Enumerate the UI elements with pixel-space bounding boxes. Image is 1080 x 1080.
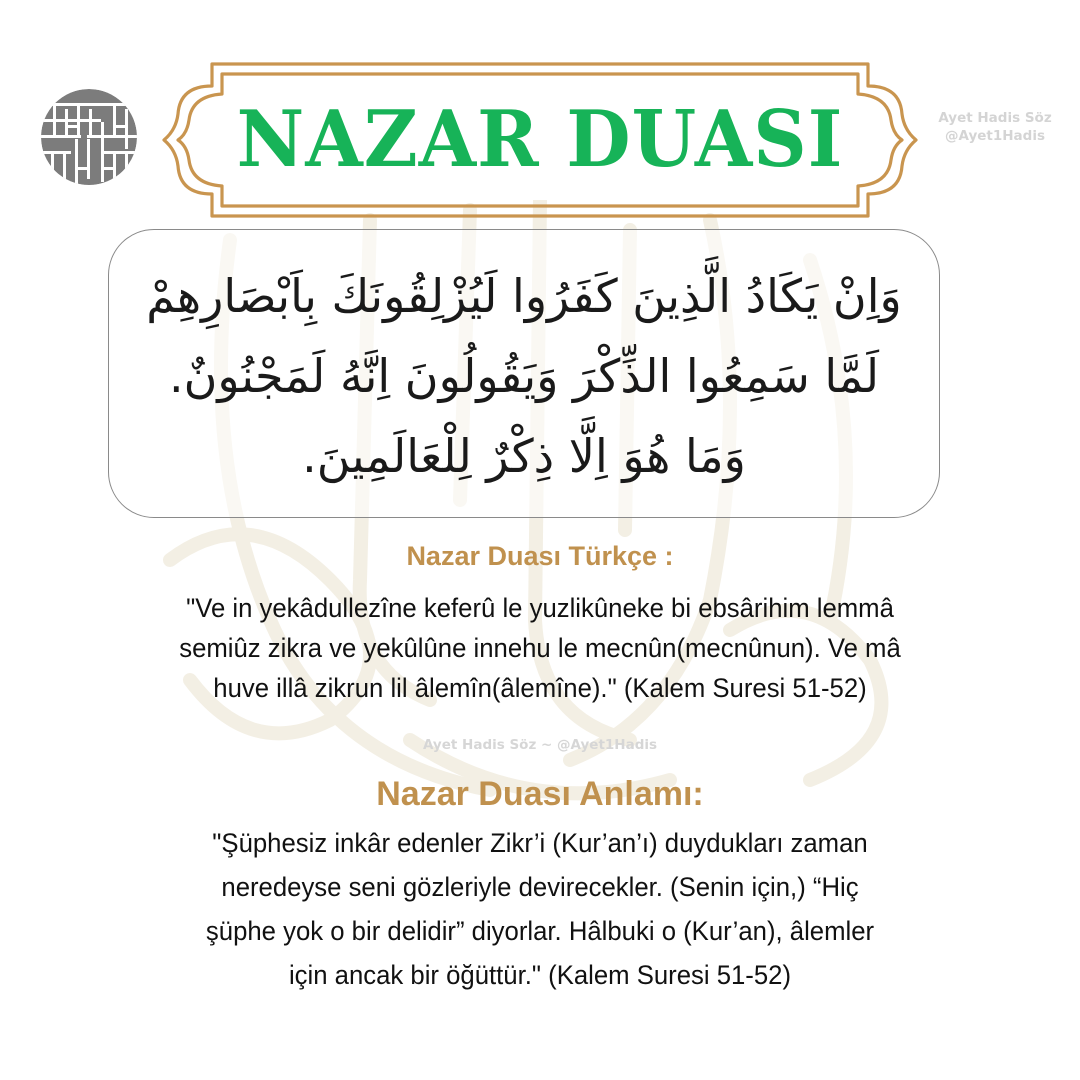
meaning-text [55, 821, 1025, 997]
text-line: için ancak bir öğüttür." (Kalem Suresi 51-52) [288, 960, 792, 990]
turkish-transliteration-heading: Nazar Duası Türkçe : [406, 541, 674, 571]
brand-name: Ayet Hadis Söz [938, 110, 1052, 126]
text-line: "Ve in yekâdullezîne keferû le yuzlikûneke bi ebsârihim lemmâ [186, 593, 894, 623]
text-line: huve illâ zikrun lil âlemîn(âlemîne)." (Kalem Suresi 51-52) [213, 673, 867, 703]
text-line: semiûz zikra ve yekûlûne innehu le mecnûn(mecnûnun). Ve mâ [179, 633, 901, 663]
arabic-verse-line: وَمَا هُوَ اِلَّا ذِكْرٌ لِلْعَالَمِينَ. [302, 428, 746, 483]
meaning-heading: Nazar Duası Anlamı: [376, 775, 704, 813]
brand-handle: @Ayet1Hadis [944, 128, 1045, 144]
arabic-verse-box [108, 229, 940, 518]
mid-watermark: Ayet Hadis Söz ~ @Ayet1Hadis [422, 737, 658, 753]
kufic-calligraphy-logo-icon [41, 89, 137, 185]
arabic-verse-line: لَمَّا سَمِعُوا الذِّكْرَ وَيَقُولُونَ اِنَّهُ لَمَجْنُونٌ. [168, 348, 880, 403]
turkish-transliteration-text [55, 588, 1025, 708]
brand-watermark [925, 109, 1065, 145]
text-line: şüphe yok o bir delidir” diyorlar. Hâlbuki o (Kur’an), âlemler [205, 916, 875, 946]
page-title: NAZAR DUASI [236, 94, 844, 186]
text-line: neredeyse seni gözleriyle devirecekler. (Senin için,) “Hiç [221, 872, 859, 902]
text-line: "Şüphesiz inkâr edenler Zikr’i (Kur’an’ı) duydukları zaman [212, 828, 868, 858]
arabic-verse-line: وَاِنْ يَكَادُ الَّذِينَ كَفَرُوا لَيُزْلِقُونَكَ بِاَبْصَارِهِمْ [146, 268, 902, 323]
